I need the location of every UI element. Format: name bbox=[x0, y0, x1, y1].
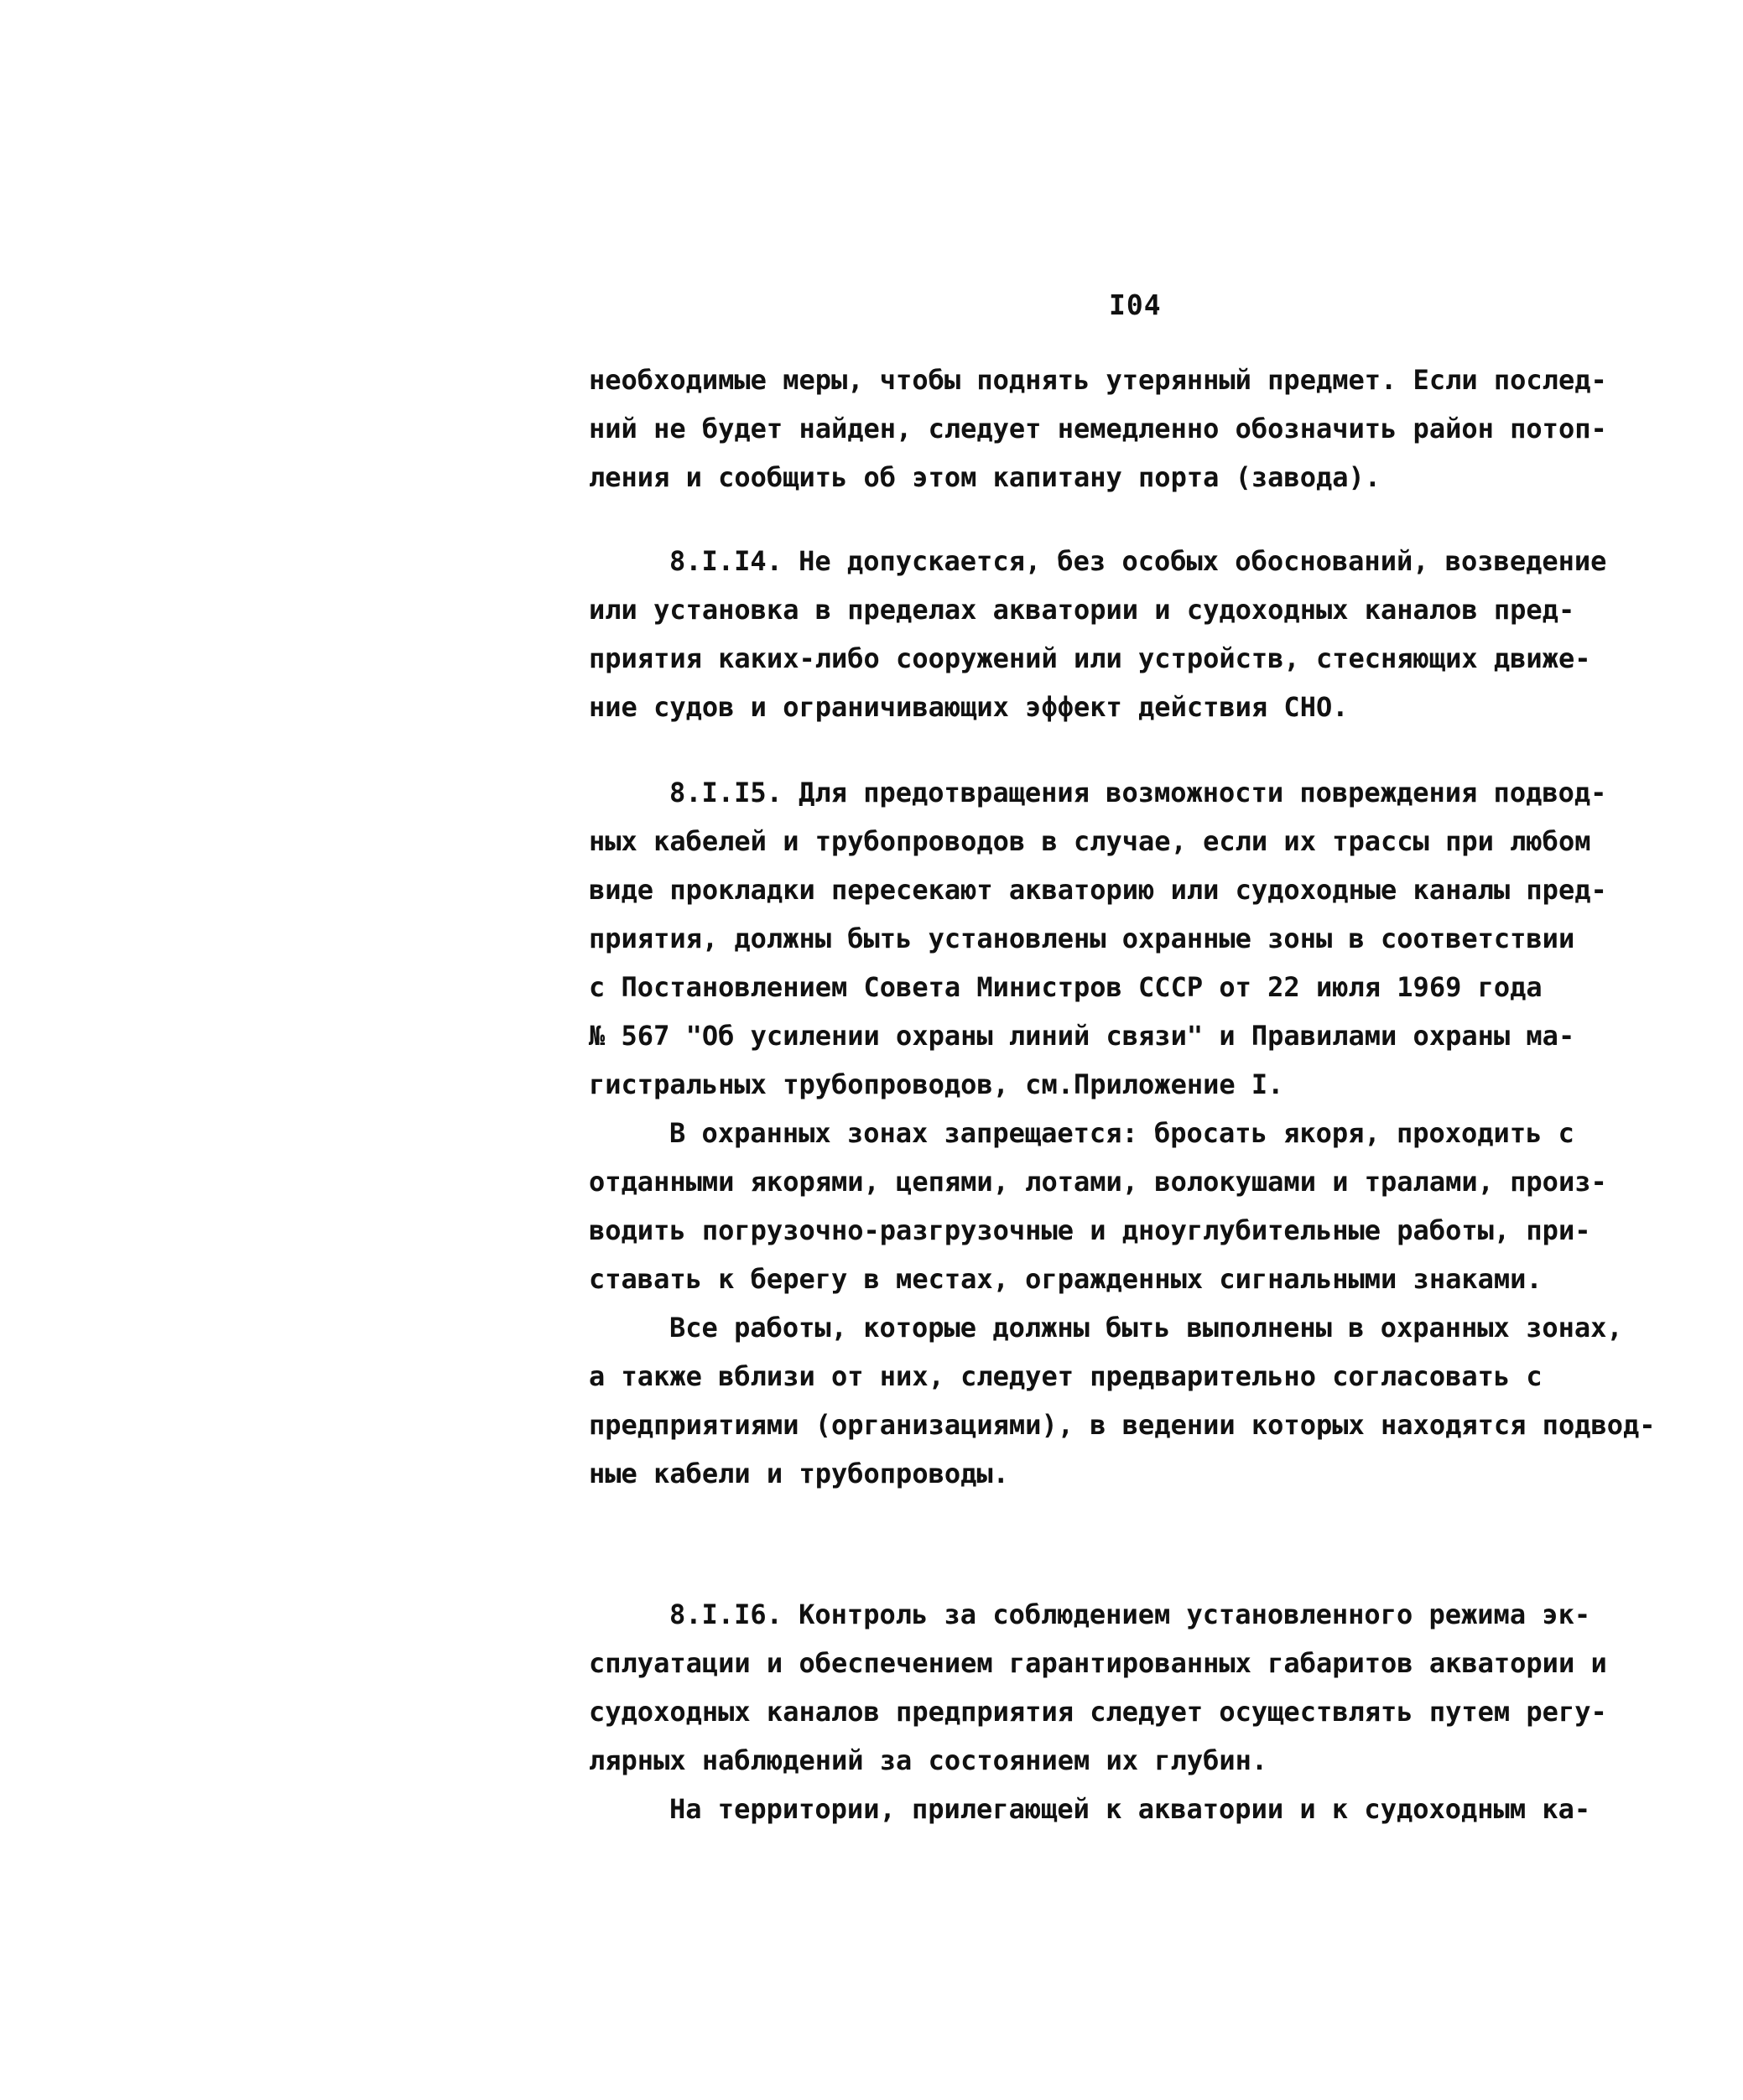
text-line: судоходных каналов предприятия следует осуществлять путем регу- bbox=[589, 1696, 1607, 1728]
text-line: 8.I.I5. Для предотвращения возможности повреждения подвод- bbox=[669, 777, 1607, 808]
text-line: № 567 "Об усилении охраны линий связи" и Правилами охраны ма- bbox=[589, 1020, 1575, 1052]
text-line: приятия, должны быть установлены охранные зоны в соответствии bbox=[589, 923, 1575, 954]
text-line: виде прокладки пересекают акваторию или судоходные каналы пред- bbox=[589, 874, 1607, 906]
text-line: 8.I.I4. Не допускается, без особых обоснований, возведение bbox=[669, 545, 1607, 577]
text-line: необходимые меры, чтобы поднять утерянный предмет. Если послед- bbox=[589, 364, 1607, 396]
text-line: а также вблизи от них, следует предварительно согласовать с bbox=[589, 1360, 1543, 1392]
text-line: В охранных зонах запрещается: бросать якоря, проходить с bbox=[669, 1117, 1574, 1149]
text-line: водить погрузочно-разгрузочные и дноуглубительные работы, при- bbox=[589, 1214, 1591, 1246]
text-line: сплуатации и обеспечением гарантированных габаритов акватории и bbox=[589, 1647, 1607, 1679]
paragraph-8-1-14 bbox=[589, 537, 1662, 731]
text-line: ления и сообщить об этом капитану порта (завода). bbox=[589, 461, 1381, 493]
text-line: ний не будет найден, следует немедленно обозначить район потоп- bbox=[589, 413, 1607, 444]
paragraph-continuation bbox=[589, 356, 1662, 502]
text-line: отданными якорями, цепями, лотами, волокушами и тралами, произ- bbox=[589, 1166, 1607, 1198]
text-line: 8.I.I6. Контроль за соблюдением установленного режима эк- bbox=[669, 1598, 1591, 1630]
text-line: предприятиями (организациями), в ведении которых находятся подвод- bbox=[589, 1409, 1656, 1441]
text-line: ставать к берегу в местах, огражденных сигнальными знаками. bbox=[589, 1263, 1543, 1295]
paragraph-8-1-16 bbox=[589, 1590, 1662, 1833]
text-line: Все работы, которые должны быть выполнены в охранных зонах, bbox=[669, 1312, 1623, 1344]
paragraph-8-1-15 bbox=[589, 768, 1662, 1498]
text-line: или установка в пределах акватории и судоходных каналов пред- bbox=[589, 594, 1575, 626]
text-line: с Постановлением Совета Министров СССР от 22 июля 1969 года bbox=[589, 971, 1543, 1003]
text-line: приятия каких-либо сооружений или устройств, стесняющих движе- bbox=[589, 642, 1591, 674]
text-line: гистральных трубопроводов, см.Приложение I. bbox=[589, 1068, 1284, 1100]
page-number: I04 bbox=[1109, 288, 1162, 321]
text-line: ных кабелей и трубопроводов в случае, если их трассы при любом bbox=[589, 825, 1591, 857]
text-line: ние судов и ограничивающих эффект действия СНО. bbox=[589, 691, 1349, 723]
text-line: ные кабели и трубопроводы. bbox=[589, 1458, 1009, 1489]
text-line: лярных наблюдений за состоянием их глубин. bbox=[589, 1744, 1268, 1776]
text-line: На территории, прилегающей к акватории и к судоходным ка- bbox=[669, 1793, 1591, 1825]
